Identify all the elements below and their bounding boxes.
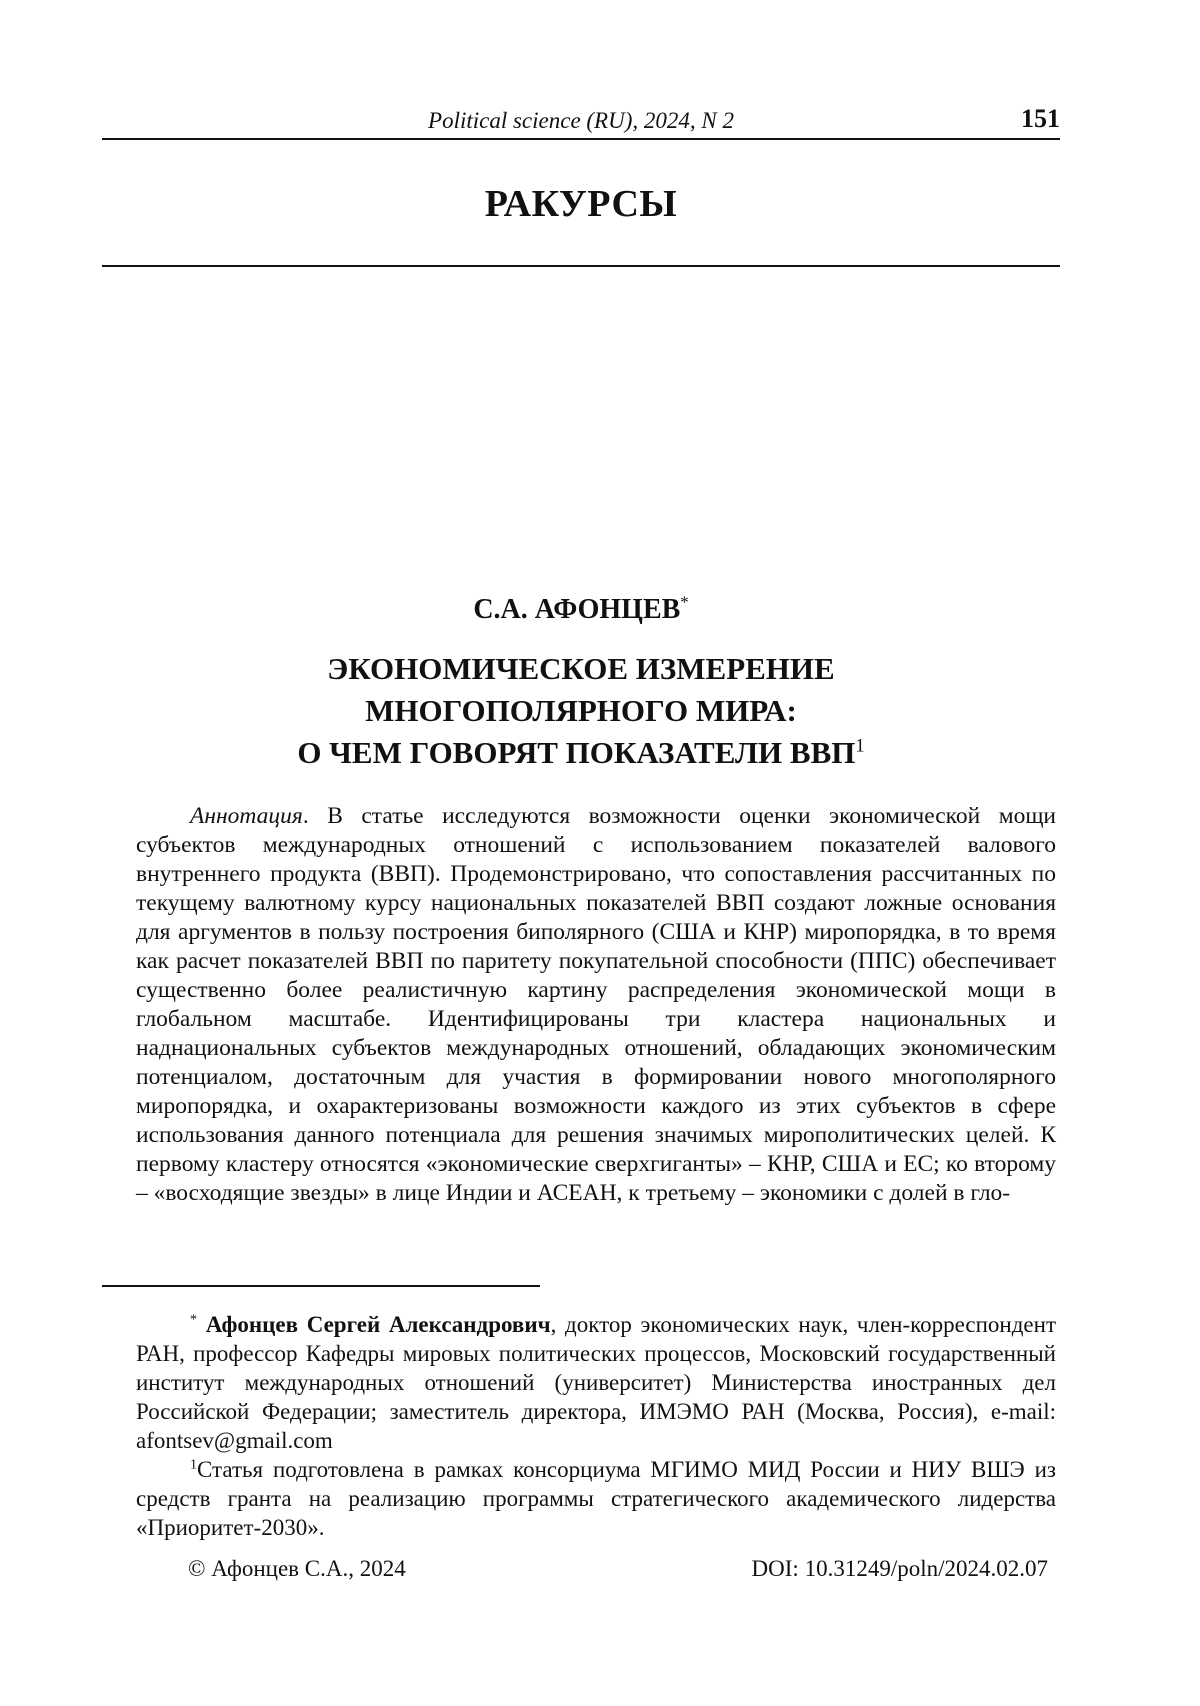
abstract-label: Аннотация [190,803,303,829]
abstract-text: . В статье исследуются возможности оценки экономической мощи субъектов международных отношений с использованием показателей валового внутреннего продукта (ВВП). Продемонстрировано, что сопоставления рассчитанных по текущему валютному курсу национальных показателей ВВП создают ложные основания для аргументов в пользу построения биполярного (США и КНР) миропорядка, в то время как расчет показателей ВВП по паритету покупательной способности (ППС) обеспечивает существенно более реалистичную картину распределения экономической мощи в глобальном масштабе. Идентифицированы три кластера национальных и наднациональных субъектов международных отношений, обладающих экономическим потенциалом, достаточным для участия в формировании нового многополярного миропорядка, и охарактеризованы возможности каждого из этих субъектов в сфере использования данного потенциала для решения значимых мирополитических целей. К первому кластеру относятся «экономические сверхгиганты» – КНР, США и ЕС; ко второму – «восходящие звезды» в лице Индии и АСЕАН, к третьему – экономики с долей в гло- [136,803,1056,1206]
abstract [136,802,1056,1208]
title-line: ЭКОНОМИЧЕСКОЕ ИЗМЕРЕНИЕ [327,651,835,686]
page-number: 151 [1021,104,1060,133]
bottom-line [102,1554,1060,1584]
doi: DOI: 10.31249/poln/2024.02.07 [751,1556,1048,1581]
author-name-text: С.А. АФОНЦЕВ [473,594,681,625]
copyright: © Афонцев С.А., 2024 [188,1556,406,1581]
footnote-author [136,1310,1056,1455]
title-line: МНОГОПОЛЯРНОГО МИРА: [365,693,797,728]
journal-title: Political science (RU), 2024, N 2 [428,108,734,133]
footnote-grant [136,1455,1056,1542]
author-name [102,590,1060,630]
footnote-separator [102,1285,540,1287]
footnote-grant-text: Статья подготовлена в рамках консорциума МГИМО МИД России и НИУ ВШЭ из средств гранта на реализацию программы стратегического академического лидерства «Приоритет-2030». [136,1457,1056,1540]
footnote-mark: * [190,1312,197,1328]
title-footnote-mark: 1 [855,735,865,757]
title-line-text: О ЧЕМ ГОВОРЯТ ПОКАЗАТЕЛИ ВВП [297,735,856,770]
section-rule [102,265,1060,267]
footnote-mark: 1 [190,1457,197,1473]
section-title: РАКУРСЫ [484,183,678,225]
header-rule [102,138,1060,140]
article-title [102,648,1060,774]
footnote-author-text: , доктор экономических наук, член-корреспондент РАН, профессор Кафедры мировых политических процессов, Московский государственный институт международных отношений (университет) Министерства иностранных дел Российской Федерации; заместитель директора, ИМЭМО РАН (Москва, Россия), e-mail: afontsev@gmail.com [136,1312,1057,1453]
footnote-author-name: Афонцев Сергей Александрович [205,1312,551,1337]
author-footnote-mark: * [680,592,689,612]
title-line [102,732,1060,774]
footnotes [136,1310,1056,1542]
